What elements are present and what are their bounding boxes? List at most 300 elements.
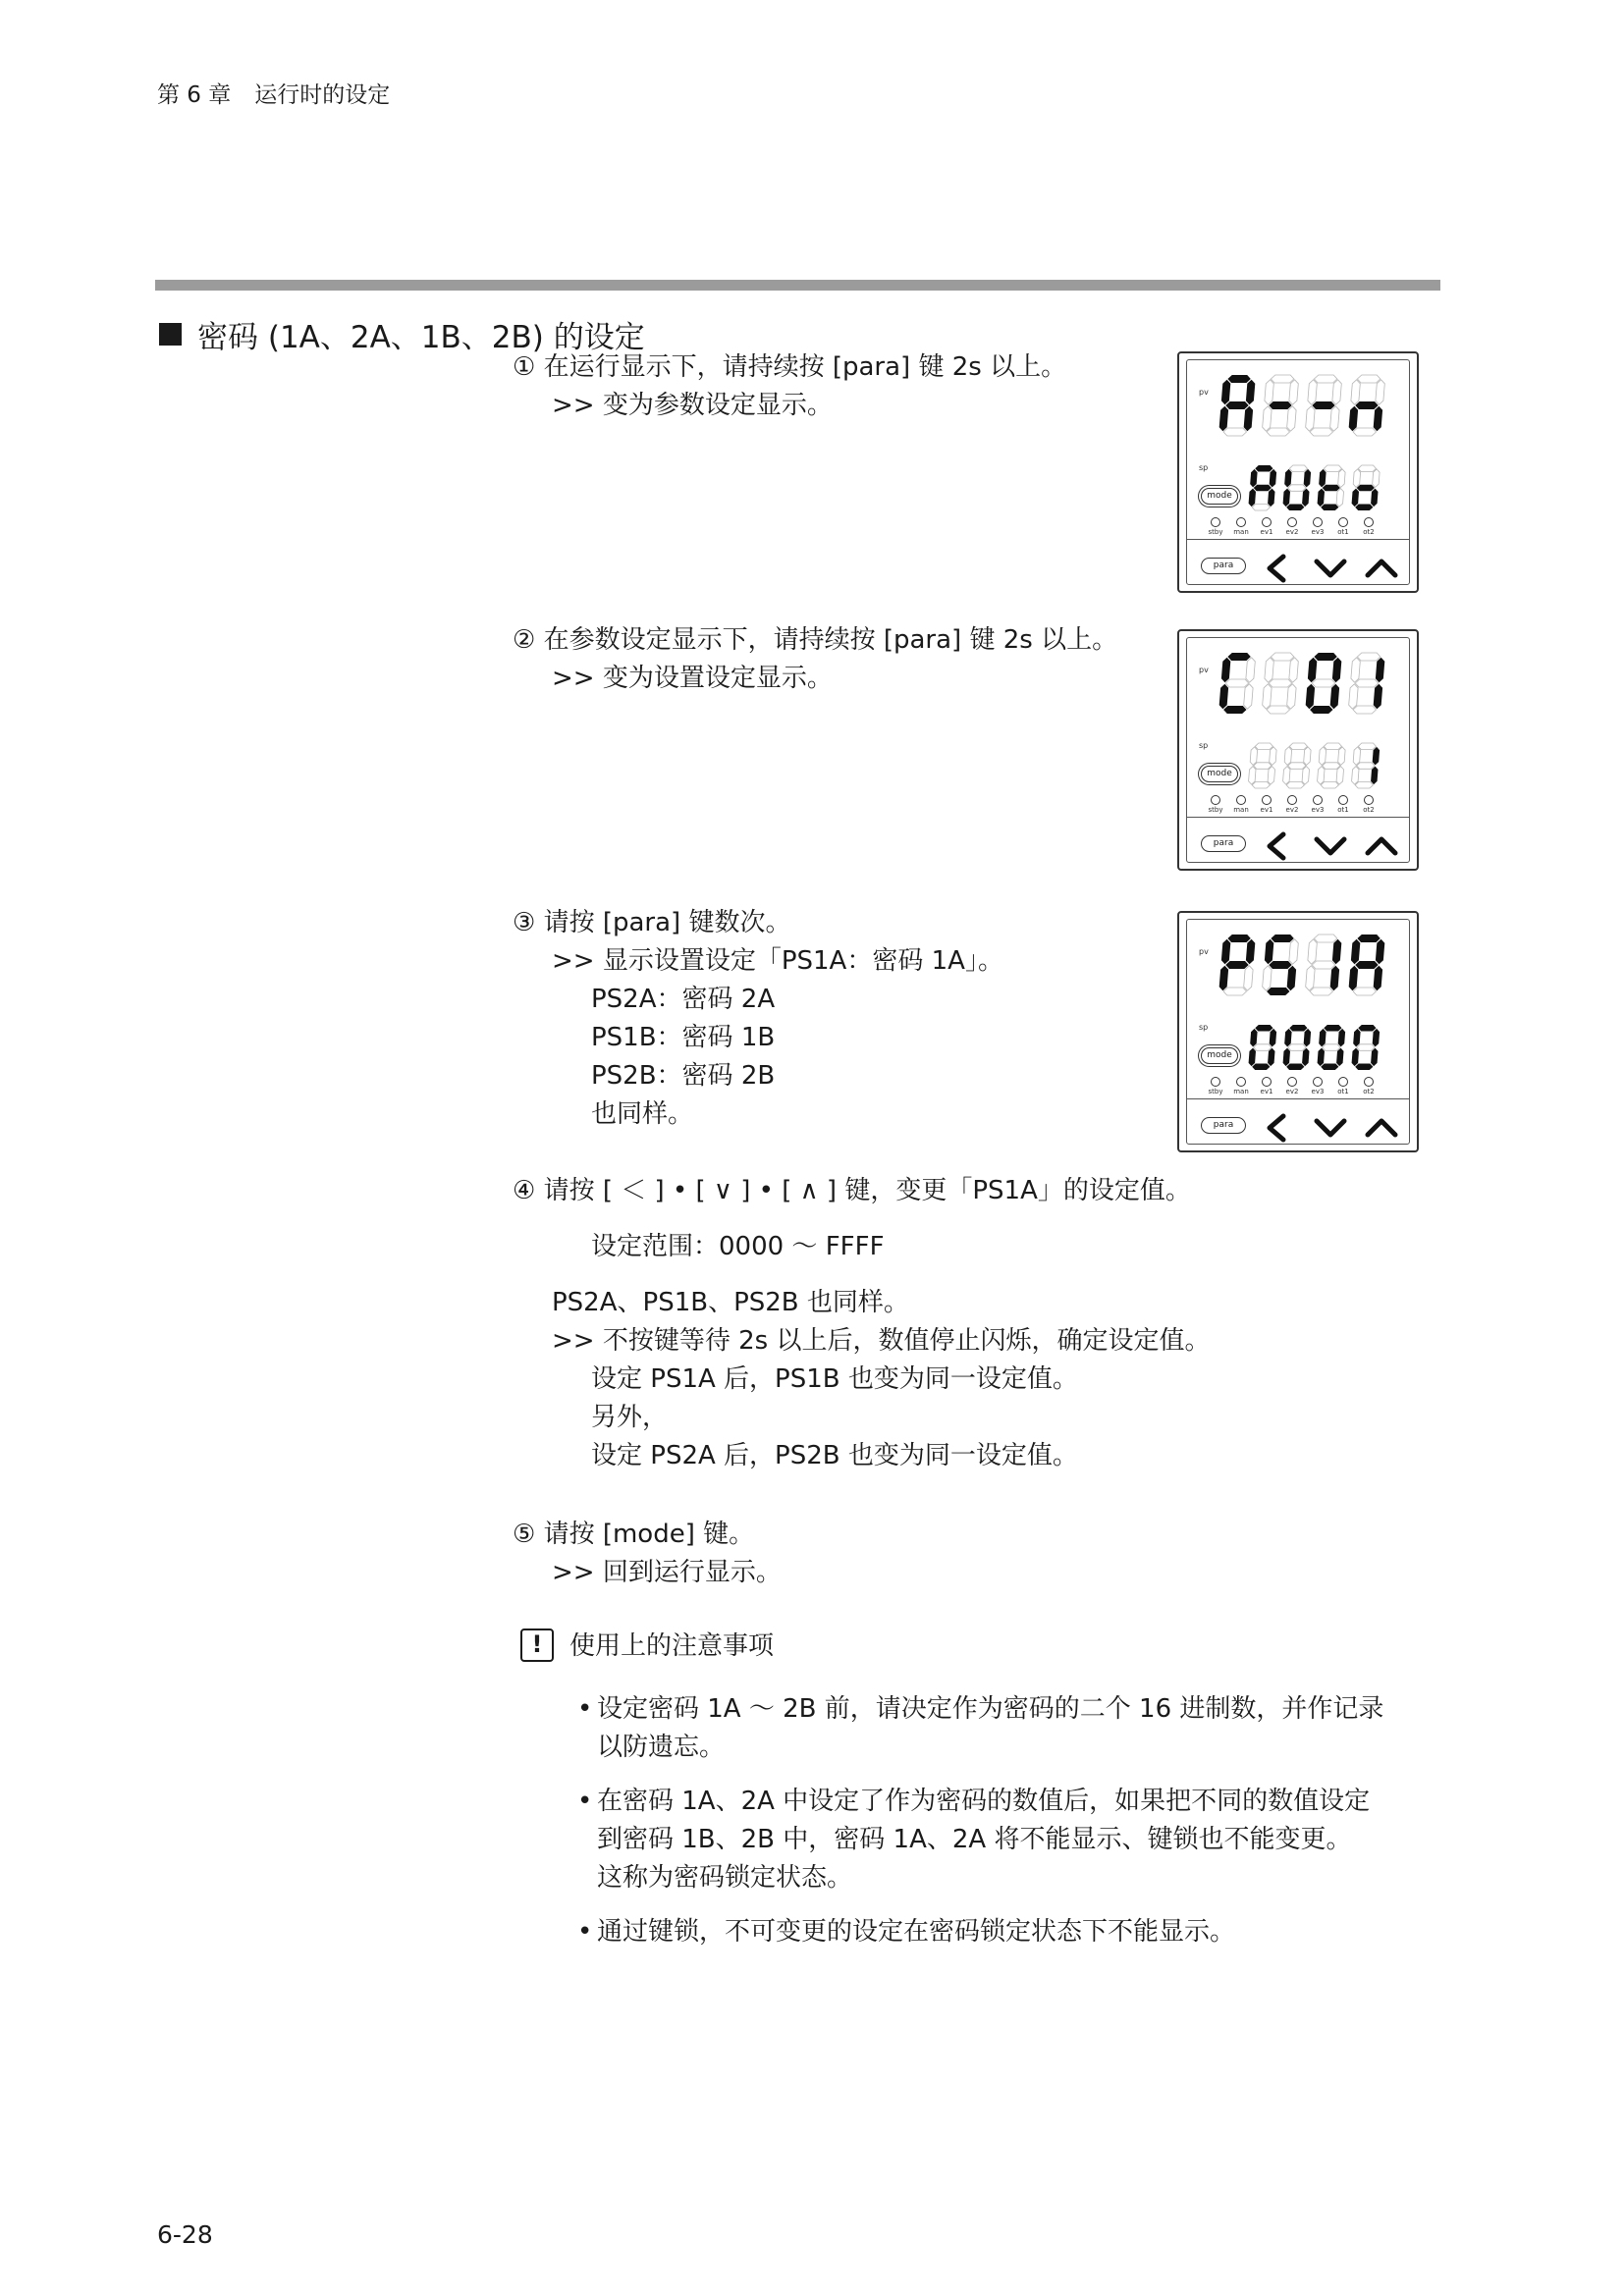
step-4-range: 设定范围：0000 ～ FFFF [591,1232,885,1261]
panel-face [1186,919,1410,1145]
step-4-instruction: ④ 请按 [ ＜ ] • [ ∨ ] • [ ∧ ] 键，变更「PS1A」的设定值。 [513,1176,1191,1205]
led-indicator-icon [1236,517,1246,527]
segment-on [1324,1025,1341,1032]
segment-on [1286,1064,1304,1071]
up-arrow-key-icon[interactable] [1368,561,1395,575]
left-arrow-key-icon[interactable] [1270,834,1283,858]
led-label: ot1 [1337,528,1349,536]
square-bullet-icon [159,323,182,346]
segment-on [1321,1064,1338,1071]
caution-text: 以防遗忘。 [597,1733,726,1762]
segment-off [1357,653,1380,661]
segment-on [1349,966,1358,990]
segment-off [1308,380,1317,404]
segment-on [1312,401,1334,409]
segment-on [1373,1029,1380,1047]
step-3-instruction: ③ 请按 [para] 键数次。 [513,908,791,937]
segment-off [1244,684,1253,709]
sp-display [1246,742,1382,793]
segment-on [1310,706,1332,714]
led-indicator-icon [1313,795,1323,805]
segment-on [1244,406,1253,431]
segment-on [1330,966,1339,990]
led-label: stby [1208,1088,1223,1095]
status-led [1258,795,1275,814]
mode-key-button[interactable]: mode [1201,1047,1238,1064]
segment-on [1336,1048,1343,1067]
segment-on [1355,401,1378,409]
segment-off [1263,406,1272,431]
segment-off [1357,375,1380,383]
step-3 [513,904,1003,1134]
segment-off [1314,934,1336,942]
step-4 [513,1172,1210,1475]
segment-on [1227,653,1250,661]
seven-segment-display [1246,464,1382,511]
segment-on [1352,1048,1359,1067]
segment-off [1244,966,1253,990]
segment-on [1221,380,1230,404]
segment-on [1330,684,1339,709]
segment-off [1324,743,1341,750]
led-label: stby [1208,528,1223,536]
arrow-keys [1262,1110,1399,1146]
sp-display [1246,1024,1382,1075]
status-led [1207,517,1224,536]
pv-label: pv [1199,666,1209,674]
segment-on [1374,684,1382,709]
status-led [1309,517,1326,536]
led-indicator-icon [1211,795,1220,805]
panel-face [1186,637,1410,863]
step-3-item: PS2B：密码 2B [591,1061,776,1091]
segment-off [1289,658,1298,682]
seven-segment-display [1217,934,1387,996]
segment-off [1263,684,1272,709]
segment-off [1355,782,1373,789]
step-4-result-line: 设定 PS1A 后，PS1B 也变为同一设定值。 [591,1364,1078,1394]
segment-on [1250,1029,1257,1047]
led-label: ev2 [1285,1088,1299,1095]
segment-off [1336,767,1343,785]
segment-off [1289,380,1298,404]
status-leds [1207,1077,1378,1095]
segment-off [1352,767,1359,785]
segment-on [1376,939,1384,964]
segment-on [1219,966,1228,990]
left-arrow-key-icon[interactable] [1270,1116,1283,1140]
segment-on [1268,1048,1274,1067]
segment-on [1357,934,1380,942]
segment-off [1289,465,1307,472]
chapter-number: 第 6 章 [157,82,232,108]
caution-text: 在密码 1A、2A 中设定了作为密码的数值后，如果把不同的数值设定 [597,1787,1371,1816]
pv-label: pv [1199,947,1209,956]
segment-off [1351,658,1360,682]
segment-on [1271,934,1293,942]
segment-on [1318,489,1325,507]
status-led [1360,1077,1378,1095]
segment-on [1304,1029,1311,1047]
status-led [1258,517,1275,536]
panel-divider [1187,1098,1409,1099]
segment-on [1270,1029,1276,1047]
status-led [1309,1077,1326,1095]
panel-divider [1187,539,1409,540]
segment-off [1338,469,1345,488]
segment-on [1225,961,1248,969]
segment-off [1323,1044,1340,1051]
mode-key-button[interactable]: mode [1201,488,1238,505]
segment-on [1353,1029,1360,1047]
led-indicator-icon [1287,1077,1297,1087]
panel-face [1186,359,1410,585]
step-5-instruction: ⑤ 请按 [mode] 键。 [513,1520,755,1549]
segment-off [1306,966,1315,990]
segment-off [1349,684,1358,709]
segment-off [1376,380,1384,404]
page-number: 6-28 [157,2220,213,2249]
segment-on [1314,653,1336,661]
status-led [1232,1077,1250,1095]
segment-off [1254,763,1272,770]
segment-on [1284,469,1291,488]
segment-on [1374,406,1382,431]
caution-title: 使用上的注意事项 [569,1631,775,1661]
segment-on [1349,406,1358,431]
step-2-instruction: ② 在参数设定显示下，请持续按 [para] 键 2s 以上。 [513,625,1118,655]
segment-off [1268,767,1274,785]
segment-off [1265,658,1273,682]
led-indicator-icon [1262,1077,1272,1087]
seven-segment-display [1217,652,1387,715]
segment-on [1221,658,1230,682]
led-label: ot2 [1363,1088,1375,1095]
segment-off [1267,706,1289,714]
segment-off [1288,1044,1306,1051]
status-led [1283,1077,1301,1095]
segment-on [1284,1029,1291,1047]
segment-on [1270,469,1276,488]
status-led [1334,517,1352,536]
led-indicator-icon [1313,1077,1323,1087]
sp-label: sp [1199,741,1209,750]
segment-off [1288,763,1306,770]
status-led [1309,795,1326,814]
seven-segment-display [1246,742,1382,789]
pv-display [1217,374,1387,441]
down-arrow-key-icon[interactable] [1317,839,1344,853]
led-indicator-icon [1236,795,1246,805]
segment-off [1373,469,1380,488]
segment-off [1330,406,1339,431]
segment-off [1287,684,1296,709]
arrow-keys [1262,828,1399,864]
segment-off [1255,743,1272,750]
segment-on [1371,767,1378,785]
led-indicator-icon [1262,517,1272,527]
segment-on [1371,1048,1378,1067]
led-indicator-icon [1262,795,1272,805]
segment-on [1246,939,1255,964]
segment-off [1246,658,1255,682]
caution-text: 通过键锁，不可变更的设定在密码锁定状态下不能显示。 [597,1917,1236,1947]
segment-off [1308,939,1317,964]
segment-off [1319,747,1326,766]
led-label: man [1233,1088,1249,1095]
step-5-result: >> 回到运行显示。 [552,1558,782,1587]
step-3-result: >> 显示设置设定「PS1A：密码 1A」。 [552,946,1003,976]
led-label: stby [1208,806,1223,814]
segment-on [1351,939,1360,964]
status-led [1334,1077,1352,1095]
step-1 [513,348,1066,425]
status-led [1360,517,1378,536]
segment-off [1271,653,1293,661]
segment-on [1254,485,1272,492]
led-label: man [1233,528,1249,536]
segment-on [1304,469,1311,488]
led-indicator-icon [1364,517,1374,527]
led-label: ot1 [1337,1088,1349,1095]
pv-display [1217,934,1387,1000]
segment-off [1289,939,1298,964]
step-2 [513,621,1117,698]
mode-key-button[interactable]: mode [1201,766,1238,782]
segment-off [1353,469,1360,488]
segment-off [1271,375,1293,383]
segment-off [1312,961,1334,969]
segment-off [1289,743,1307,750]
led-indicator-icon [1338,1077,1348,1087]
segment-off [1312,679,1334,687]
step-1-instruction: ① 在运行显示下，请持续按 [para] 键 2s 以上。 [513,352,1067,382]
status-led [1207,795,1224,814]
segment-on [1355,961,1378,969]
segment-on [1246,380,1255,404]
segment-off [1332,380,1341,404]
status-leds [1207,795,1378,814]
led-label: ev1 [1260,1088,1273,1095]
segment-on [1321,505,1338,511]
seven-segment-display [1246,1024,1382,1071]
chapter-title: 运行时的设定 [254,82,391,108]
up-arrow-key-icon[interactable] [1368,839,1395,853]
caution-text: 这称为密码锁定状态。 [597,1863,853,1893]
segment-off [1223,988,1246,995]
segment-off [1357,763,1375,770]
chapter-header [157,77,390,109]
segment-on [1249,489,1256,507]
status-led [1258,1077,1275,1095]
section-title: 密码 (1A、2A、1B、2B) 的设定 [197,320,645,355]
segment-off [1351,380,1360,404]
led-indicator-icon [1364,1077,1374,1087]
led-label: ev2 [1285,806,1299,814]
segment-on [1223,706,1246,714]
status-led [1283,517,1301,536]
segment-off [1318,767,1325,785]
segment-on [1338,1029,1345,1047]
segment-off [1353,428,1376,436]
segment-on [1319,1029,1326,1047]
segment-on [1219,406,1228,431]
step-5 [513,1516,782,1592]
led-label: ot2 [1363,806,1375,814]
segment-off [1284,747,1291,766]
segment-on [1283,1048,1290,1067]
segment-on [1252,1064,1270,1071]
caution-bullet: • 设定密码 1A ～ 2B 前，请决定作为密码的二个 16 进制数，并作记录 以防遗忘。 [577,1690,1383,1767]
led-indicator-icon [1236,1077,1246,1087]
led-indicator-icon [1211,1077,1220,1087]
segment-off [1353,747,1360,766]
pv-display [1217,652,1387,719]
segment-on [1319,469,1326,488]
left-arrow-key-icon[interactable] [1270,557,1283,580]
led-label: ev1 [1260,528,1273,536]
segment-off [1355,679,1378,687]
segment-off [1358,743,1376,750]
controller-panel-1 [1177,351,1419,593]
para-key-button[interactable]: para [1201,835,1246,852]
caution-icon: ! [520,1629,554,1662]
pv-label: pv [1199,388,1209,397]
status-led [1232,795,1250,814]
sp-label: sp [1199,1023,1209,1032]
led-indicator-icon [1364,795,1374,805]
up-arrow-key-icon[interactable] [1368,1121,1395,1135]
para-key-button[interactable]: para [1201,558,1246,574]
down-arrow-key-icon[interactable] [1317,1121,1344,1135]
segment-on [1265,939,1273,964]
segment-off [1323,763,1340,770]
segment-on [1376,658,1384,682]
segment-on [1332,939,1341,964]
step-3-item: PS2A：密码 2A [591,985,776,1014]
segment-on [1352,489,1359,507]
segment-off [1288,485,1306,492]
segment-on [1283,489,1290,507]
segment-on [1355,505,1373,511]
segment-off [1286,782,1304,789]
segment-on [1287,966,1296,990]
segment-off [1223,428,1246,436]
led-label: ev2 [1285,528,1299,536]
segment-on [1267,988,1289,995]
segment-off [1324,465,1341,472]
segment-off [1287,406,1296,431]
segment-on [1357,485,1375,492]
segment-on [1250,469,1257,488]
step-4-result-line: 设定 PS2A 后，PS2B 也变为同一设定值。 [591,1441,1078,1470]
seven-segment-display [1217,374,1387,437]
segment-off [1250,747,1257,766]
segment-off [1267,428,1289,436]
caution-bullet: • 在密码 1A、2A 中设定了作为密码的数值后，如果把不同的数值设定 到密码 1B、2B 中，密码 1A、2A 将不能显示、键锁也不能变更。 这称为密码锁定状态。 [577,1783,1370,1897]
segment-on [1255,1025,1272,1032]
segment-off [1283,767,1290,785]
segment-on [1302,1048,1309,1067]
segment-on [1355,1064,1373,1071]
led-label: ot2 [1363,528,1375,536]
step-4-result-line: 另外， [591,1403,669,1432]
segment-on [1318,1048,1325,1067]
segment-off [1357,1044,1375,1051]
segment-on [1227,375,1250,383]
caution-bullet: • 通过键锁，不可变更的设定在密码锁定状态下不能显示。 [577,1917,1236,1947]
segment-on [1249,1048,1256,1067]
step-4-result: >> 不按键等待 2s 以上后，数值停止闪烁，确定设定值。 [552,1326,1211,1356]
segment-off [1336,489,1343,507]
section-rule [155,280,1440,291]
led-label: ev3 [1311,528,1325,536]
para-key-button[interactable]: para [1201,1117,1246,1134]
segment-on [1221,939,1230,964]
status-led [1207,1077,1224,1095]
led-indicator-icon [1287,517,1297,527]
led-indicator-icon [1338,517,1348,527]
status-leds [1207,517,1378,536]
segment-on [1371,489,1378,507]
down-arrow-key-icon[interactable] [1317,561,1344,575]
segment-on [1219,684,1228,709]
segment-on [1306,684,1315,709]
status-led [1283,795,1301,814]
step-4-same: PS2A、PS1B、PS2B 也同样。 [552,1288,909,1317]
segment-off [1225,679,1248,687]
controller-panel-2 [1177,629,1419,871]
led-label: ev3 [1311,806,1325,814]
led-label: ev1 [1260,806,1273,814]
segment-on [1227,934,1250,942]
segment-off [1310,428,1332,436]
led-label: ot1 [1337,806,1349,814]
segment-off [1270,747,1276,766]
segment-off [1252,782,1270,789]
step-2-result: >> 变为设置设定显示。 [552,664,833,693]
segment-on [1358,1025,1376,1032]
segment-off [1353,988,1376,995]
segment-off [1302,767,1309,785]
segment-on [1332,658,1341,682]
segment-on [1255,465,1272,472]
status-led [1232,517,1250,536]
panel-divider [1187,817,1409,818]
sp-display [1246,464,1382,515]
segment-off [1321,782,1338,789]
segment-on [1268,489,1274,507]
segment-on [1286,505,1304,511]
caution-text: 到密码 1B、2B 中，密码 1A、2A 将不能显示、键锁也不能变更。 [597,1825,1352,1854]
segment-on [1308,658,1317,682]
led-label: man [1233,806,1249,814]
led-indicator-icon [1287,795,1297,805]
segment-on [1373,747,1380,766]
caution-text: 设定密码 1A ～ 2B 前，请决定作为密码的二个 16 进制数，并作记录 [597,1694,1384,1724]
controller-panel-3 [1177,911,1419,1152]
step-3-also: 也同样。 [591,1099,694,1129]
segment-off [1358,465,1376,472]
segment-off [1265,380,1273,404]
segment-off [1310,988,1332,995]
led-indicator-icon [1211,517,1220,527]
segment-off [1263,966,1272,990]
segment-on [1269,401,1291,409]
segment-on [1269,961,1291,969]
segment-on [1225,401,1248,409]
segment-on [1302,489,1309,507]
